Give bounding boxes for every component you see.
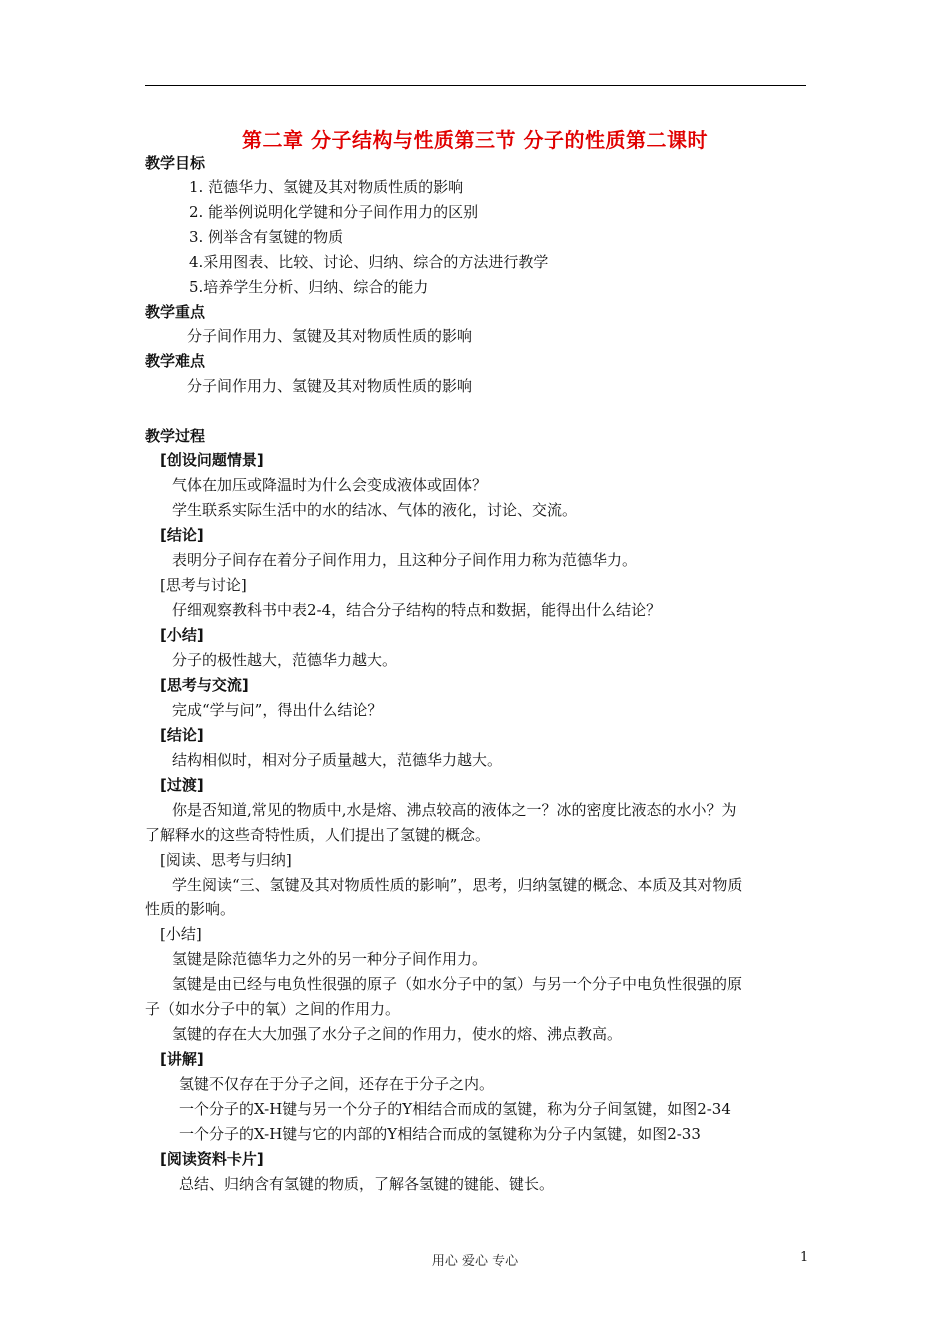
- section-label: [创设问题情景]: [160, 451, 264, 469]
- paragraph: 总结、归纳含有氢键的物质，了解各氢键的键能、键长。: [179, 1175, 555, 1193]
- section-label: [结论]: [160, 726, 204, 744]
- section-label: [讲解]: [160, 1050, 204, 1068]
- goal-item-5: 5.培养学生分析、归纳、综合的能力: [189, 278, 429, 296]
- paragraph: 表明分子间存在着分子间作用力，且这种分子间作用力称为范德华力。: [172, 551, 638, 569]
- paragraph: 了解释水的这些奇特性质，人们提出了氢键的概念。: [145, 826, 491, 844]
- goal-item-3: 3. 例举含有氢键的物质: [189, 228, 344, 246]
- goal-item-2: 2. 能举例说明化学键和分子间作用力的区别: [189, 203, 479, 221]
- section-label: [小结]: [160, 626, 204, 644]
- paragraph: 学生联系实际生活中的水的结冰、气体的液化，讨论、交流。: [172, 501, 578, 519]
- paragraph: 子（如水分子中的氧）之间的作用力。: [145, 1000, 401, 1018]
- header-rule: [145, 85, 806, 86]
- paragraph: 气体在加压或降温时为什么会变成液体或固体？: [172, 476, 488, 494]
- paragraph: 完成“学与问”，得出什么结论？: [172, 701, 383, 719]
- section-label: [结论]: [160, 526, 204, 544]
- paragraph: 性质的影响。: [145, 900, 236, 918]
- document-title: 第二章 分子结构与性质第三节 分子的性质第二课时: [242, 128, 708, 152]
- paragraph: 学生阅读“三、氢键及其对物质性质的影响”，思考，归纳氢键的概念、本质及其对物质: [172, 876, 743, 894]
- page-number: 1: [800, 1250, 809, 1265]
- section-label: [小结]: [160, 925, 202, 943]
- difficulties-text: 分子间作用力、氢键及其对物质性质的影响: [187, 377, 473, 395]
- paragraph: 氢键是除范德华力之外的另一种分子间作用力。: [172, 950, 488, 968]
- heading-key-points: 教学重点: [145, 303, 206, 321]
- paragraph: 氢键的存在大大加强了水分子之间的作用力，使水的熔、沸点教高。: [172, 1025, 623, 1043]
- section-label: [思考与交流]: [160, 676, 249, 694]
- goal-item-4: 4.采用图表、比较、讨论、归纳、综合的方法进行教学: [189, 253, 549, 271]
- paragraph: 你是否知道,常见的物质中,水是熔、沸点较高的液体之一？冰的密度比液态的水小？为: [172, 801, 737, 819]
- page-footer: 用心 爱心 专心: [431, 1254, 519, 1269]
- paragraph: 分子的极性越大，范德华力越大。: [172, 651, 398, 669]
- paragraph: 氢键不仅存在于分子之间，还存在于分子之内。: [179, 1075, 495, 1093]
- paragraph: 氢键是由已经与电负性很强的原子（如水分子中的氢）与另一个分子中电负性很强的原: [172, 975, 743, 993]
- section-label: [阅读资料卡片]: [160, 1150, 264, 1168]
- heading-teaching-goals: 教学目标: [145, 154, 206, 172]
- key-points-text: 分子间作用力、氢键及其对物质性质的影响: [187, 327, 473, 345]
- paragraph: 一个分子的X-H键与它的内部的Y相结合而成的氢键称为分子内氢键，如图2-33: [179, 1125, 701, 1143]
- section-label: [阅读、思考与归纳]: [160, 851, 292, 869]
- paragraph: 结构相似时，相对分子质量越大，范德华力越大。: [172, 751, 503, 769]
- heading-difficulties: 教学难点: [145, 352, 206, 370]
- paragraph: 一个分子的X-H键与另一个分子的Y相结合而成的氢键，称为分子间氢键，如图2-34: [179, 1100, 731, 1118]
- paragraph: 仔细观察教科书中表2-4，结合分子结构的特点和数据，能得出什么结论？: [172, 601, 662, 619]
- heading-process: 教学过程: [145, 427, 206, 445]
- section-label: [过渡]: [160, 776, 204, 794]
- goal-item-1: 1. 范德华力、氢键及其对物质性质的影响: [189, 178, 464, 196]
- section-label: [思考与讨论]: [160, 576, 247, 594]
